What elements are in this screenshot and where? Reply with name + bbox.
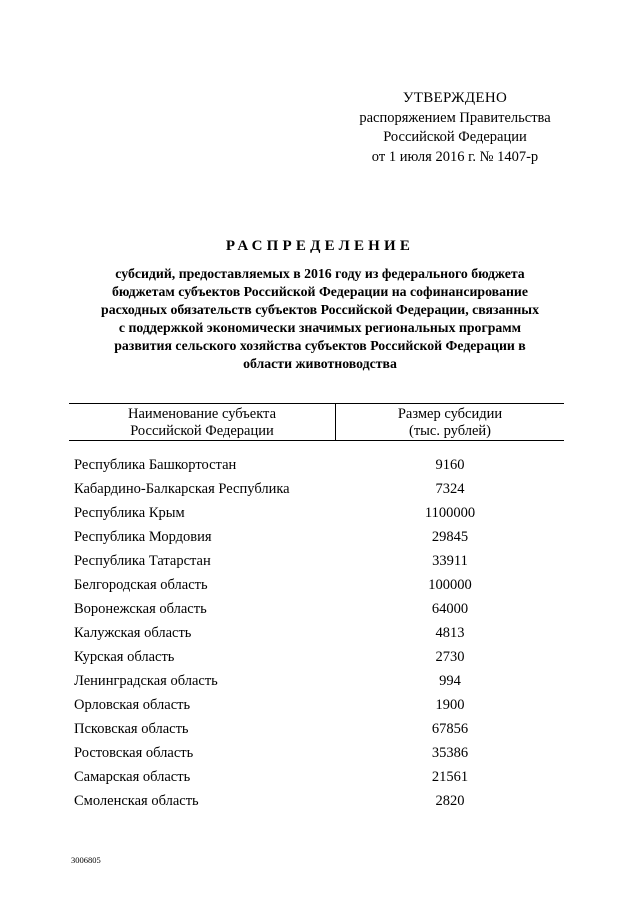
document-subtitle [60, 265, 580, 373]
subsidy-amount: 1100000 [424, 505, 476, 521]
subtitle-line: развития сельского хозяйства субъектов Российской Федерации в [114, 338, 526, 353]
region-name: Смоленская область [74, 793, 199, 809]
subsidy-amount: 9160 [435, 457, 465, 473]
table-row [0, 479, 640, 503]
subtitle-line: области животноводства [243, 356, 397, 371]
table-header [69, 403, 564, 441]
approval-line-3: от 1 июля 2016 г. № 1407-р [371, 148, 539, 165]
table-row [0, 743, 640, 767]
header-amount-line-2: (тыс. рублей) [409, 423, 491, 439]
subsidy-amount: 100000 [428, 577, 472, 593]
table-row [0, 503, 640, 527]
table-row [0, 671, 640, 695]
region-name: Ростовская область [74, 745, 194, 761]
region-name: Орловская область [74, 697, 191, 713]
table-row [0, 623, 640, 647]
header-region-line-1: Наименование субъекта [127, 406, 277, 422]
table-body [0, 455, 640, 815]
table-row [0, 575, 640, 599]
subsidy-amount: 2730 [435, 649, 465, 665]
subsidy-amount: 21561 [431, 769, 469, 785]
subsidy-amount: 35386 [431, 745, 469, 761]
subsidy-amount: 994 [439, 673, 461, 689]
region-name: Ленинградская область [74, 673, 218, 689]
table-row [0, 527, 640, 551]
subtitle-line: расходных обязательств субъектов Российской Федерации, связанных [101, 302, 539, 317]
region-name: Псковская область [74, 721, 189, 737]
approval-line-2: Российской Федерации [383, 129, 527, 145]
table-row [0, 551, 640, 575]
region-name: Воронежская область [74, 601, 207, 617]
region-name: Республика Башкортостан [74, 457, 237, 473]
region-name: Самарская область [74, 769, 191, 785]
header-region-name [69, 406, 335, 440]
region-name: Кабардино-Балкарская Республика [74, 481, 290, 497]
subsidy-amount: 67856 [431, 721, 469, 737]
header-region-line-2: Российской Федерации [130, 423, 274, 439]
subsidy-amount: 7324 [435, 481, 465, 497]
header-amount-line-1: Размер субсидии [397, 406, 503, 422]
subsidy-amount: 64000 [431, 601, 469, 617]
subsidy-amount: 4813 [435, 625, 465, 641]
table-row [0, 455, 640, 479]
table-row [0, 647, 640, 671]
subsidy-amount: 1900 [435, 697, 465, 713]
header-subsidy-amount [336, 406, 564, 440]
subtitle-line: бюджетам субъектов Российской Федерации на софинансирование [111, 284, 528, 299]
table-row [0, 791, 640, 815]
table-row [0, 599, 640, 623]
region-name: Республика Мордовия [74, 529, 212, 545]
table-row [0, 767, 640, 791]
table-row [0, 719, 640, 743]
approval-heading: УТВЕРЖДЕНО [402, 90, 508, 106]
region-name: Курская область [74, 649, 175, 665]
table-row [0, 695, 640, 719]
region-name: Калужская область [74, 625, 192, 641]
subtitle-line: субсидий, предоставляемых в 2016 году из федерального бюджета [115, 266, 525, 281]
subsidy-amount: 29845 [431, 529, 469, 545]
page-code: 3006805 [71, 855, 101, 865]
approval-block [340, 89, 570, 167]
region-name: Республика Крым [74, 505, 185, 521]
approval-line-1: распоряжением Правительства [359, 109, 551, 126]
subsidy-amount: 33911 [432, 553, 468, 569]
region-name: Республика Татарстан [74, 553, 211, 569]
subtitle-line: с поддержкой экономически значимых региональных программ [118, 320, 522, 335]
subsidy-amount: 2820 [435, 793, 465, 809]
document-title: РАСПРЕДЕЛЕНИЕ [225, 238, 415, 254]
region-name: Белгородская область [74, 577, 208, 593]
